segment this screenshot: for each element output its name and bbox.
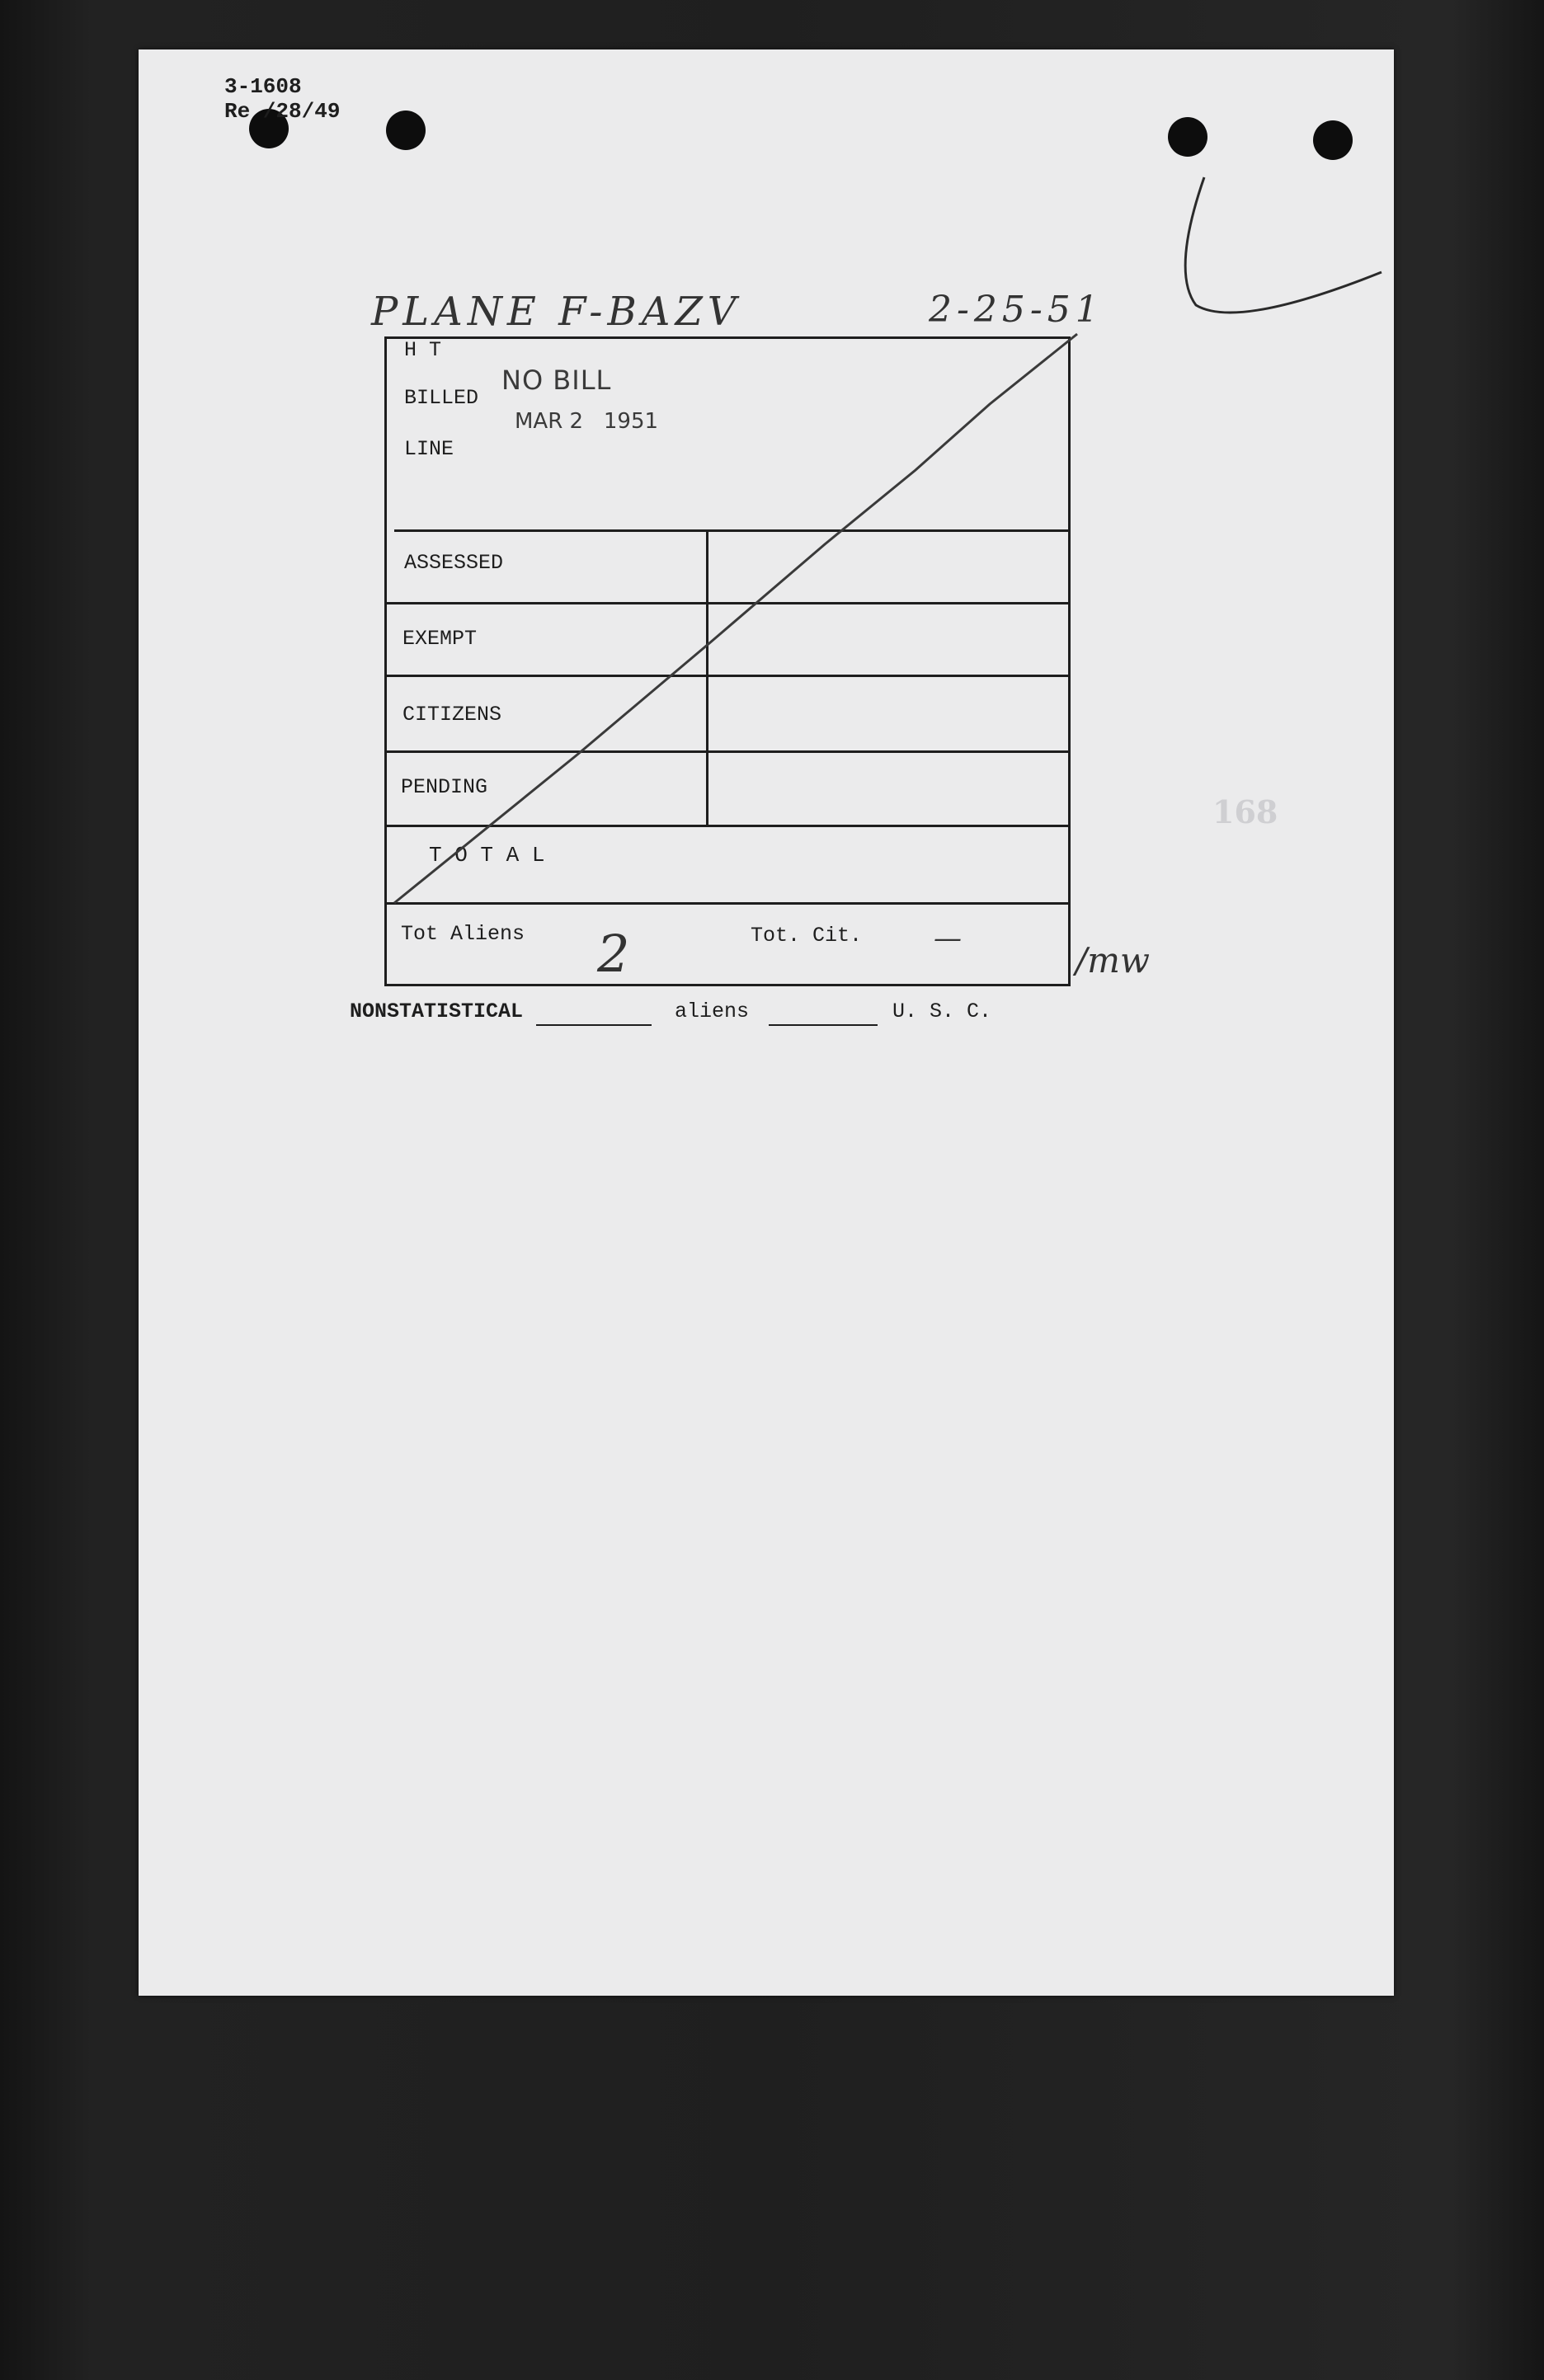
- row-exempt: EXEMPT: [402, 627, 478, 651]
- row-citizens: CITIZENS: [402, 703, 502, 727]
- label-billed: BILLED: [404, 386, 479, 410]
- diagonal-strikethrough: [394, 334, 1077, 903]
- stamp-date: MAR 2 1951: [515, 409, 659, 434]
- row-assessed: ASSESSED: [404, 551, 504, 575]
- page-number: 168: [1212, 793, 1278, 830]
- footer-aliens: aliens: [675, 1000, 750, 1023]
- tot-cit-value: —: [934, 922, 962, 955]
- total-label: T O T A L: [429, 843, 545, 868]
- form-number: 3-1608: [224, 74, 302, 99]
- form-revision: Re /28/49: [224, 99, 341, 124]
- tot-aliens-label: Tot Aliens: [401, 922, 525, 946]
- tot-aliens-value: 2: [597, 924, 630, 984]
- tot-cit-label: Tot. Cit.: [751, 924, 863, 948]
- handwritten-initials: /mw: [1076, 940, 1150, 981]
- row-pending: PENDING: [401, 775, 488, 799]
- label-ht: H T: [404, 338, 442, 362]
- stamp-no-bill: NO BILL: [501, 365, 612, 396]
- margin-hook-stroke: [1185, 177, 1382, 313]
- footer-nonstatistical: NONSTATISTICAL: [350, 1000, 524, 1023]
- label-line: LINE: [404, 437, 454, 461]
- footer-usc: U. S. C.: [892, 1000, 992, 1023]
- handwritten-date: 2-25-51: [929, 289, 1104, 331]
- handwritten-plane: PLANE F-BAZV: [371, 289, 741, 335]
